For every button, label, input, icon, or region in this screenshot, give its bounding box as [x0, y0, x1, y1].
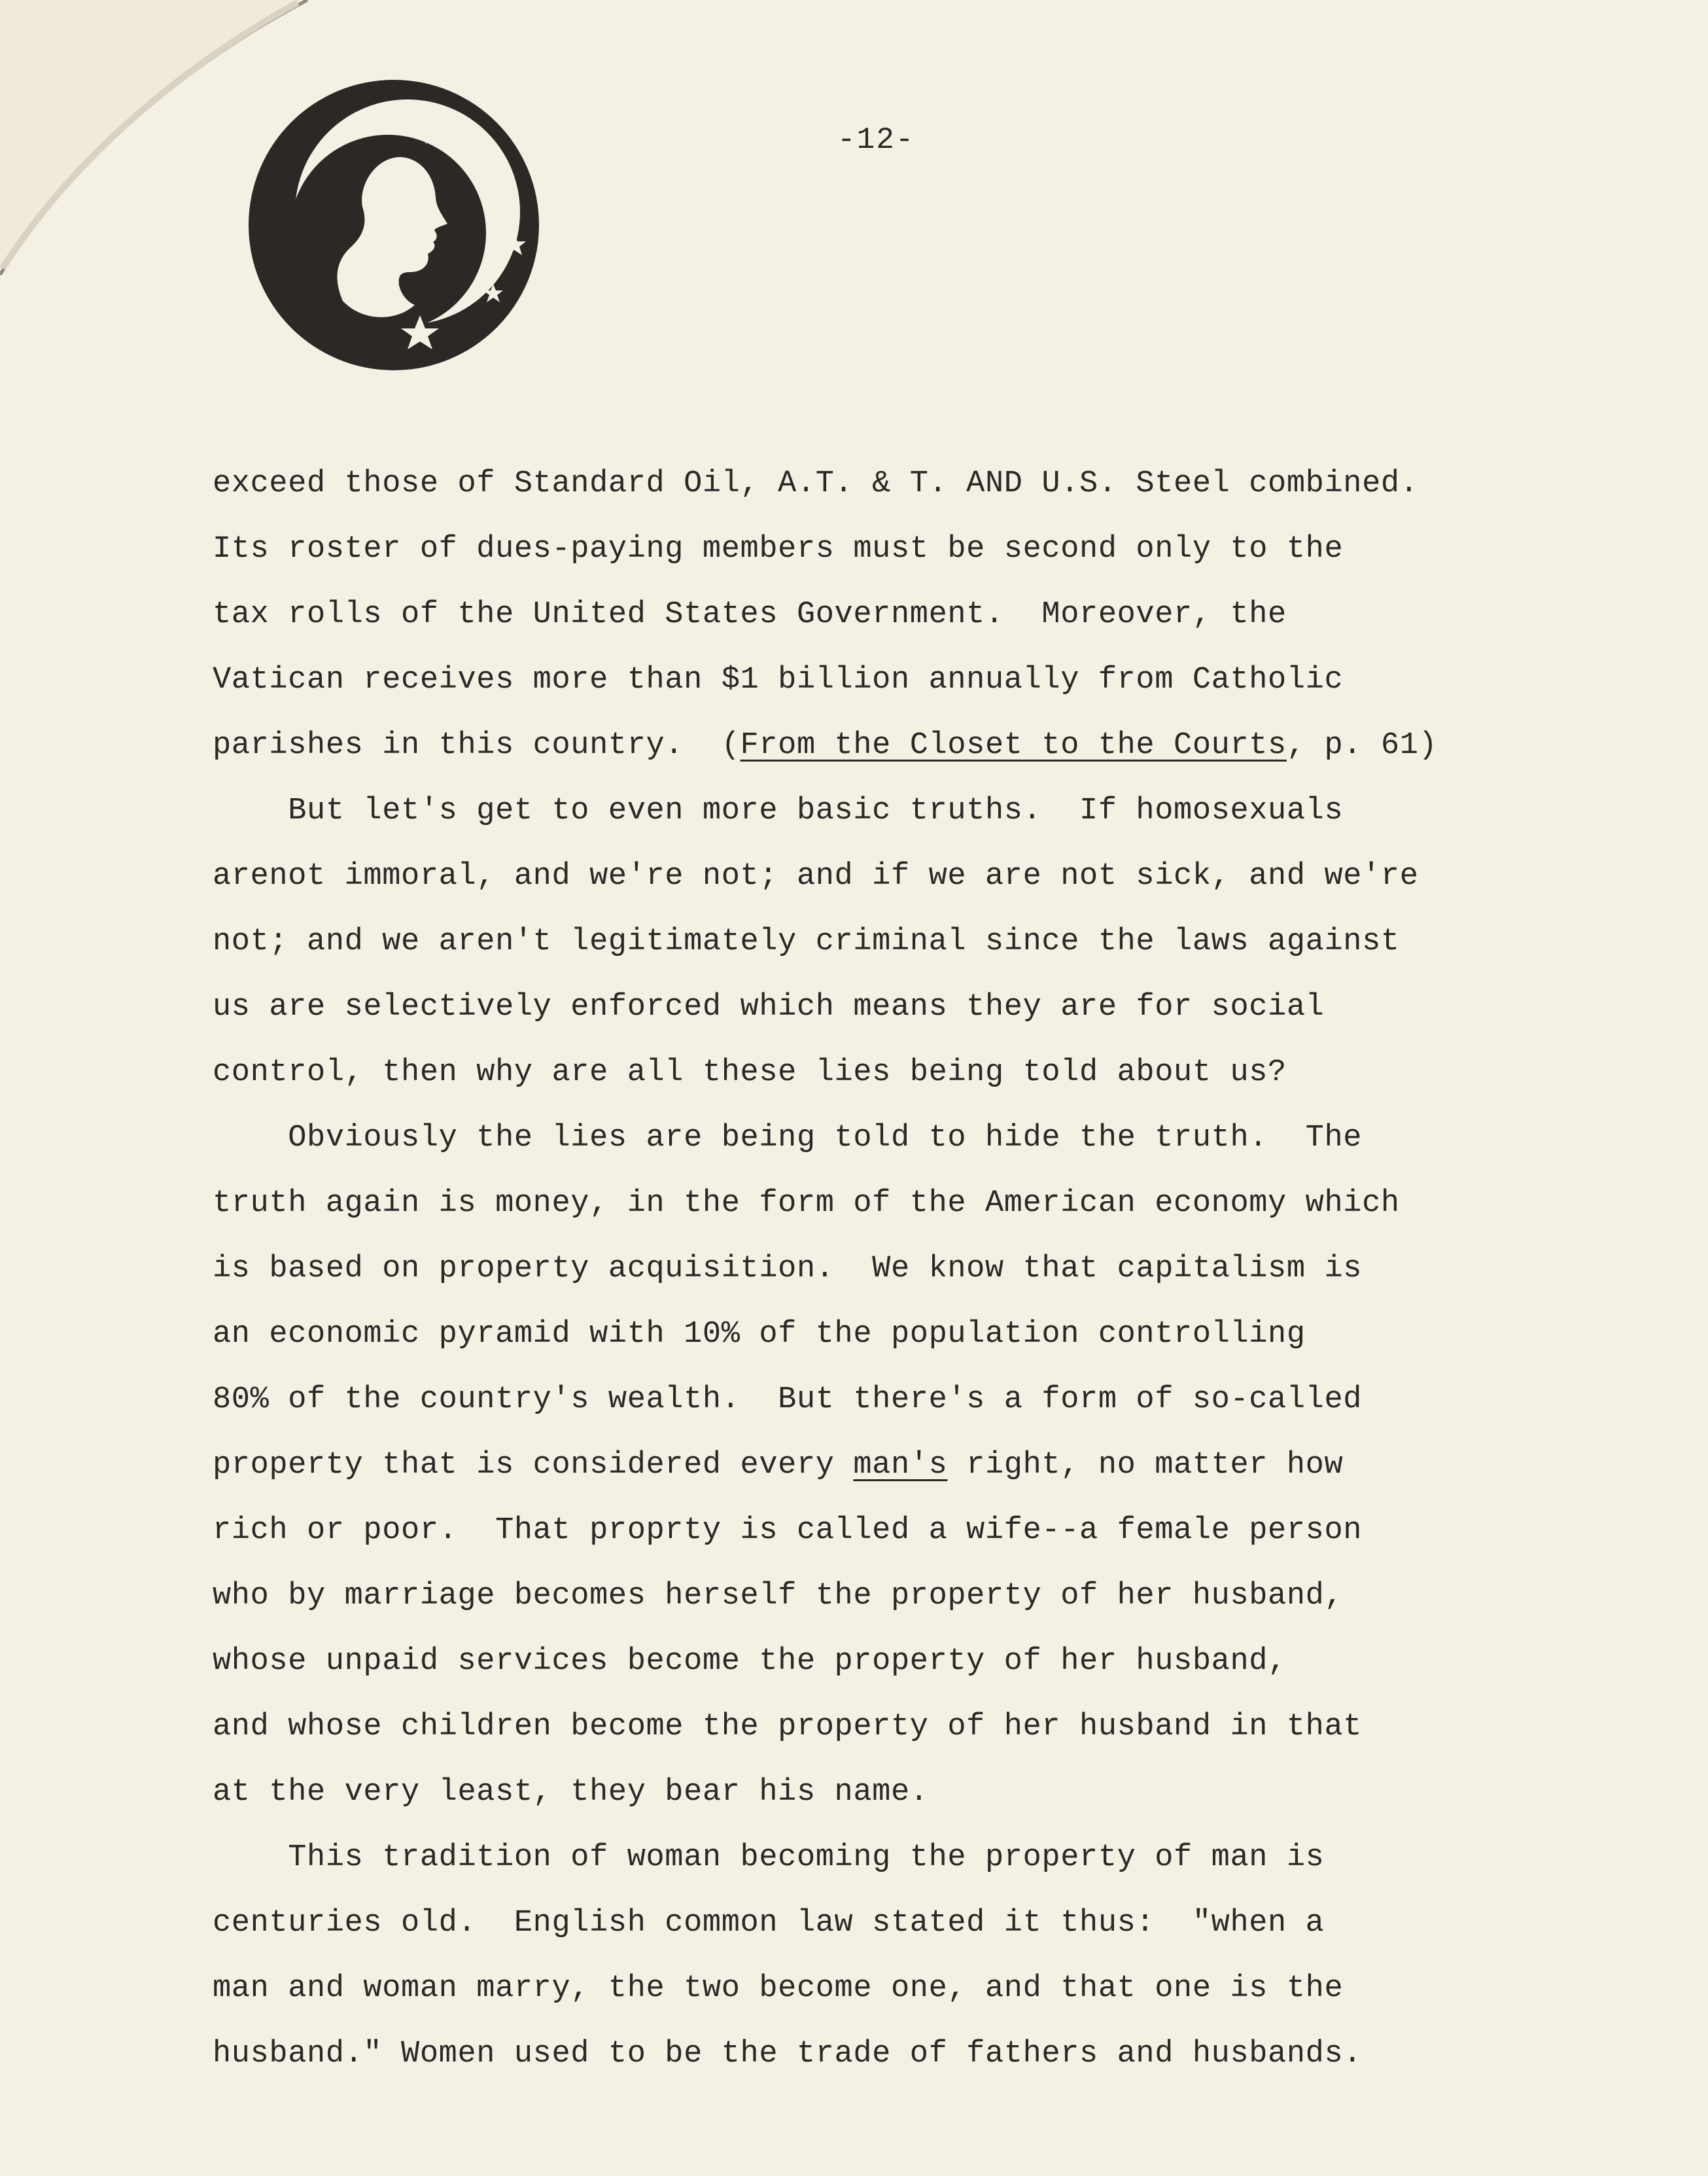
- text-segment: us are selectively enforced which means they are for social: [213, 990, 1325, 1025]
- text-segment: Its roster of dues-paying members must be second only to the: [213, 532, 1344, 567]
- text-segment: This tradition of woman becoming the property of man is: [213, 1840, 1325, 1875]
- text-line: [213, 713, 1521, 779]
- text-line: [213, 1302, 1521, 1367]
- text-line: [213, 517, 1521, 582]
- text-segment: , p. 61): [1286, 728, 1438, 763]
- text-line: [213, 1694, 1521, 1760]
- text-segment: But let's get to even more basic truths. If homosexuals: [213, 794, 1344, 828]
- page-number: -12-: [837, 123, 915, 157]
- text-line: [213, 451, 1521, 517]
- text-segment: and whose children become the property of her husband in that: [213, 1710, 1363, 1744]
- text-segment: man and woman marry, the two become one, and that one is the: [213, 1971, 1344, 2006]
- text-segment: property that is considered every: [213, 1448, 854, 1483]
- text-line: [213, 1825, 1521, 1891]
- text-line: [213, 1171, 1521, 1237]
- text-line: [213, 1237, 1521, 1302]
- text-line: [213, 975, 1521, 1040]
- text-segment: is based on property acquisition. We know that capitalism is: [213, 1252, 1363, 1286]
- text-line: [213, 582, 1521, 648]
- text-line: [213, 648, 1521, 713]
- text-line: [213, 1629, 1521, 1694]
- text-line: [213, 1891, 1521, 1956]
- text-segment: 80% of the country's wealth. But there's a form of so-called: [213, 1382, 1363, 1417]
- crescent-moon-woman-icon: [247, 79, 540, 372]
- text-line: [213, 1956, 1521, 2022]
- text-segment: control, then why are all these lies being told about us?: [213, 1055, 1287, 1090]
- text-line: [213, 909, 1521, 975]
- text-line: [213, 1760, 1521, 1825]
- text-segment: whose unpaid services become the property of her husband,: [213, 1644, 1287, 1679]
- text-line: [213, 1106, 1521, 1171]
- text-segment: husband." Women used to be the trade of fathers and husbands.: [213, 2037, 1363, 2071]
- text-segment: exceed those of Standard Oil, A.T. & T. AND U.S. Steel combined.: [213, 466, 1419, 501]
- text-segment: tax rolls of the United States Government. Moreover, the: [213, 597, 1287, 632]
- underlined-text: man's: [853, 1448, 948, 1483]
- text-line: [213, 1498, 1521, 1564]
- text-segment: right, no matter how: [947, 1448, 1344, 1483]
- text-line: [213, 1564, 1521, 1629]
- body-text: [213, 451, 1521, 2087]
- text-segment: rich or poor. That proprty is called a wife--a female person: [213, 1513, 1363, 1548]
- crescent-moon-logo: [247, 79, 540, 372]
- text-segment: at the very least, they bear his name.: [213, 1775, 929, 1810]
- text-segment: Obviously the lies are being told to hide the truth. The: [213, 1121, 1363, 1155]
- text-line: [213, 1040, 1521, 1106]
- text-line: [213, 2022, 1521, 2087]
- text-line: [213, 779, 1521, 844]
- text-segment: who by marriage becomes herself the property of her husband,: [213, 1579, 1344, 1613]
- text-segment: parishes in this country. (: [213, 728, 741, 763]
- text-segment: Vatican receives more than $1 billion annually from Catholic: [213, 663, 1344, 697]
- text-line: [213, 1433, 1521, 1498]
- text-segment: arenot immoral, and we're not; and if we are not sick, and we're: [213, 859, 1419, 894]
- text-segment: centuries old. English common law stated it thus: "when a: [213, 1906, 1325, 1940]
- underlined-text: From the Closet to the Courts: [740, 728, 1287, 763]
- text-line: [213, 844, 1521, 909]
- text-line: [213, 1367, 1521, 1433]
- text-segment: an economic pyramid with 10% of the population controlling: [213, 1317, 1306, 1352]
- text-segment: not; and we aren't legitimately criminal since the laws against: [213, 924, 1400, 959]
- text-segment: truth again is money, in the form of the American economy which: [213, 1186, 1400, 1221]
